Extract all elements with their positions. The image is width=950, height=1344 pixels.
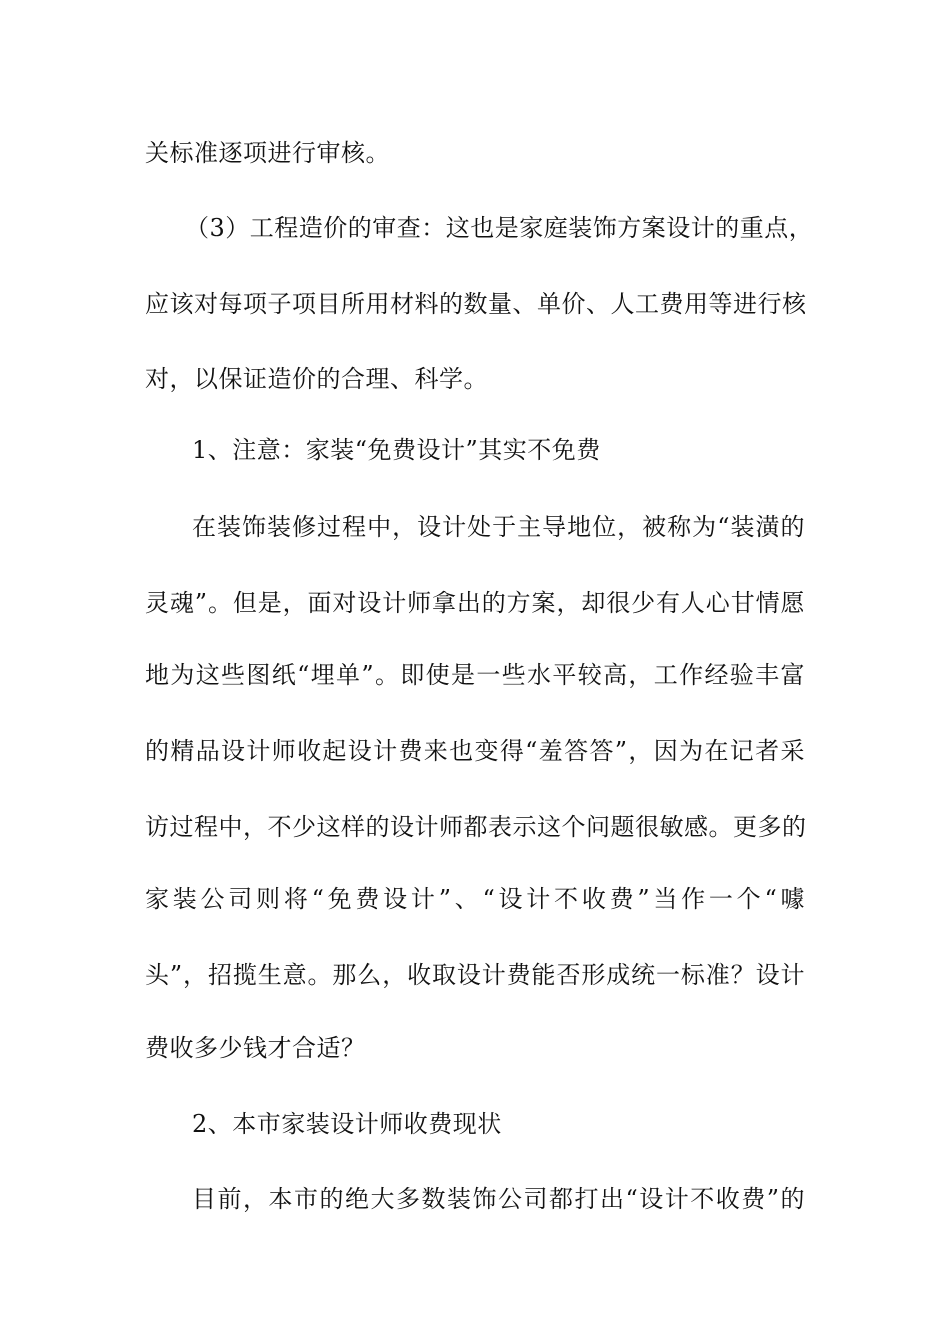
- text-line-10: 访过程中，不少这样的设计师都表示这个问题很敏感。更多的: [145, 813, 807, 841]
- text-line-8: 地为这些图纸“埋单”。即使是一些水平较高，工作经验丰富: [145, 661, 805, 689]
- text-line-2: （3）工程造价的审查：这也是家庭装饰方案设计的重点，: [185, 214, 814, 242]
- heading-1: 1、注意：家装“免费设计”其实不免费: [192, 436, 601, 464]
- text-line-6: 在装饰装修过程中，设计处于主导地位，被称为“装潢的: [192, 513, 805, 541]
- text-line-11: 家装公司则将“免费设计”、“设计不收费”当作一个“噱: [145, 885, 805, 913]
- heading-2: 2、本市家装设计师收费现状: [192, 1110, 502, 1138]
- text-line-4: 对，以保证造价的合理、科学。: [145, 365, 488, 393]
- text-line-3: 应该对每项子项目所用材料的数量、单价、人工费用等进行核: [145, 290, 807, 318]
- text-line-1: 关标准逐项进行审核。: [145, 139, 390, 167]
- text-line-15: 目前，本市的绝大多数装饰公司都打出“设计不收费”的: [192, 1185, 805, 1213]
- text-line-12: 头”，招揽生意。那么，收取设计费能否形成统一标准？设计: [145, 961, 805, 989]
- text-line-7: 灵魂”。但是，面对设计师拿出的方案，却很少有人心甘情愿: [145, 589, 805, 617]
- text-line-9: 的精品设计师收起设计费来也变得“羞答答”，因为在记者采: [145, 737, 805, 765]
- text-line-13: 费收多少钱才合适？: [145, 1034, 366, 1062]
